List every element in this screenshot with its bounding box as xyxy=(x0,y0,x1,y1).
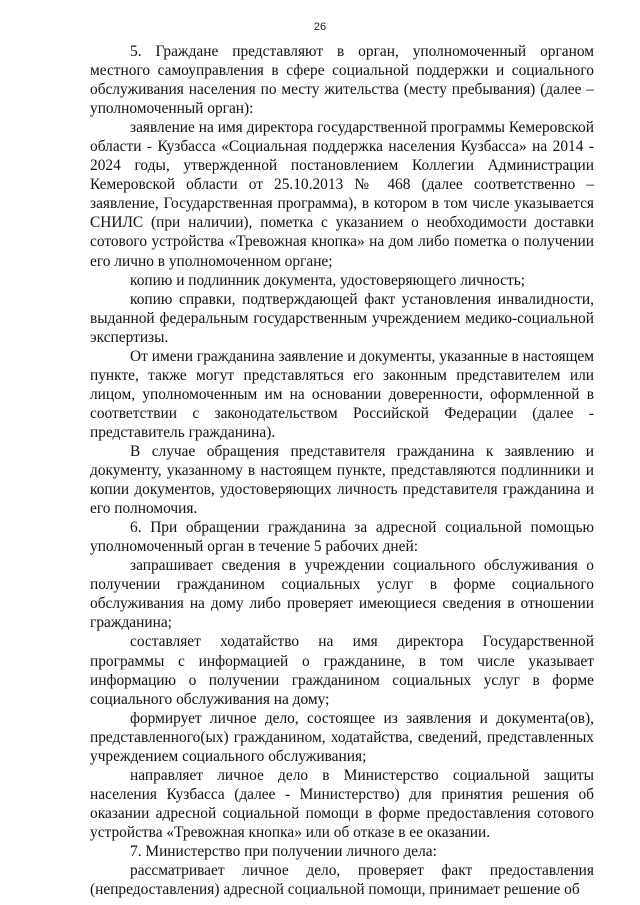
document-body xyxy=(90,42,594,899)
paragraph-reviews-file: рассматривает личное дело, проверяет факт предоставления (непредоставления) адресной социальной помощи, принимает решение об xyxy=(90,862,594,899)
paragraph-representative-documents: В случае обращения представителя гражданина к заявлению и документу, указанному в настоящем пункте, представляются подлинники и копии документов, удостоверяющих личность представителя гражданина и его полномочия. xyxy=(90,442,594,518)
paragraph-disability-certificate: копию справки, подтверждающей факт установления инвалидности, выданной федеральным государственным учреждением медико-социальной экспертизы. xyxy=(90,290,594,346)
paragraph-sends-file: направляет личное дело в Министерство социальной защиты населения Кузбасса (далее - Министерство) для принятия решения об оказании адресной социальной помощи в форме предоставления сотового устройства «Тревожная кнопка» или об отказе в ее оказании. xyxy=(90,766,594,841)
paragraph-personal-file: формирует личное дело, состоящее из заявления и документа(ов), представленного(ых) гражданином, ходатайства, сведений, представленных учреждением социального обслуживания; xyxy=(90,709,594,765)
paragraph-item-6: 6. При обращении гражданина за адресной социальной помощью уполномоченный орган в течение 5 рабочих дней: xyxy=(90,519,594,556)
paragraph-item-7: 7. Министерство при получении личного дела: xyxy=(130,842,437,860)
paragraph-application: заявление на имя директора государственной программы Кемеровской области - Кузбасса «Социальная поддержка населения Кузбасса» на 2014 - 2024 годы, утвержденной постановлением Коллегии Администрации Кемеровской области от 25.10.2013 № 468 (далее соответственно – заявление, Государственная программа), в котором в том числе указывается СНИЛС (при наличии), пометка с указанием о необходимости доставки сотового устройства «Тревожная кнопка» на дом либо пометка о получении его лично в уполномоченном органе; xyxy=(90,119,594,270)
paragraph-item-5: 5. Граждане представляют в орган, уполномоченный органом местного самоуправления в сфере социальной поддержки и социального обслуживания населения по месту жительства (месту пребывания) (далее – уполномоченный орган): xyxy=(90,43,594,118)
paragraph-requests-info: запрашивает сведения в учреждении социального обслуживания о получении гражданином социальных услуг в форме социального обслуживания на дому либо проверяет имеющиеся сведения в отношении гражданина; xyxy=(90,557,594,632)
paragraph-petition: составляет ходатайство на имя директора Государственной программы с информацией о гражданине, в том числе указывает информацию о получении гражданином социальных услуг в форме социального обслуживания на дому; xyxy=(90,633,594,708)
paragraph-representative: От имени гражданина заявление и документы, указанные в настоящем пункте, также могут представляться его законным представителем или лицом, уполномоченным им на основании доверенности, оформленной в соответствии с законодательством Российской Федерации (далее - представитель гражданина). xyxy=(90,347,594,441)
page-number: 26 xyxy=(313,21,327,33)
paragraph-identity-document: копию и подлинник документа, удостоверяющего личность; xyxy=(130,271,526,289)
